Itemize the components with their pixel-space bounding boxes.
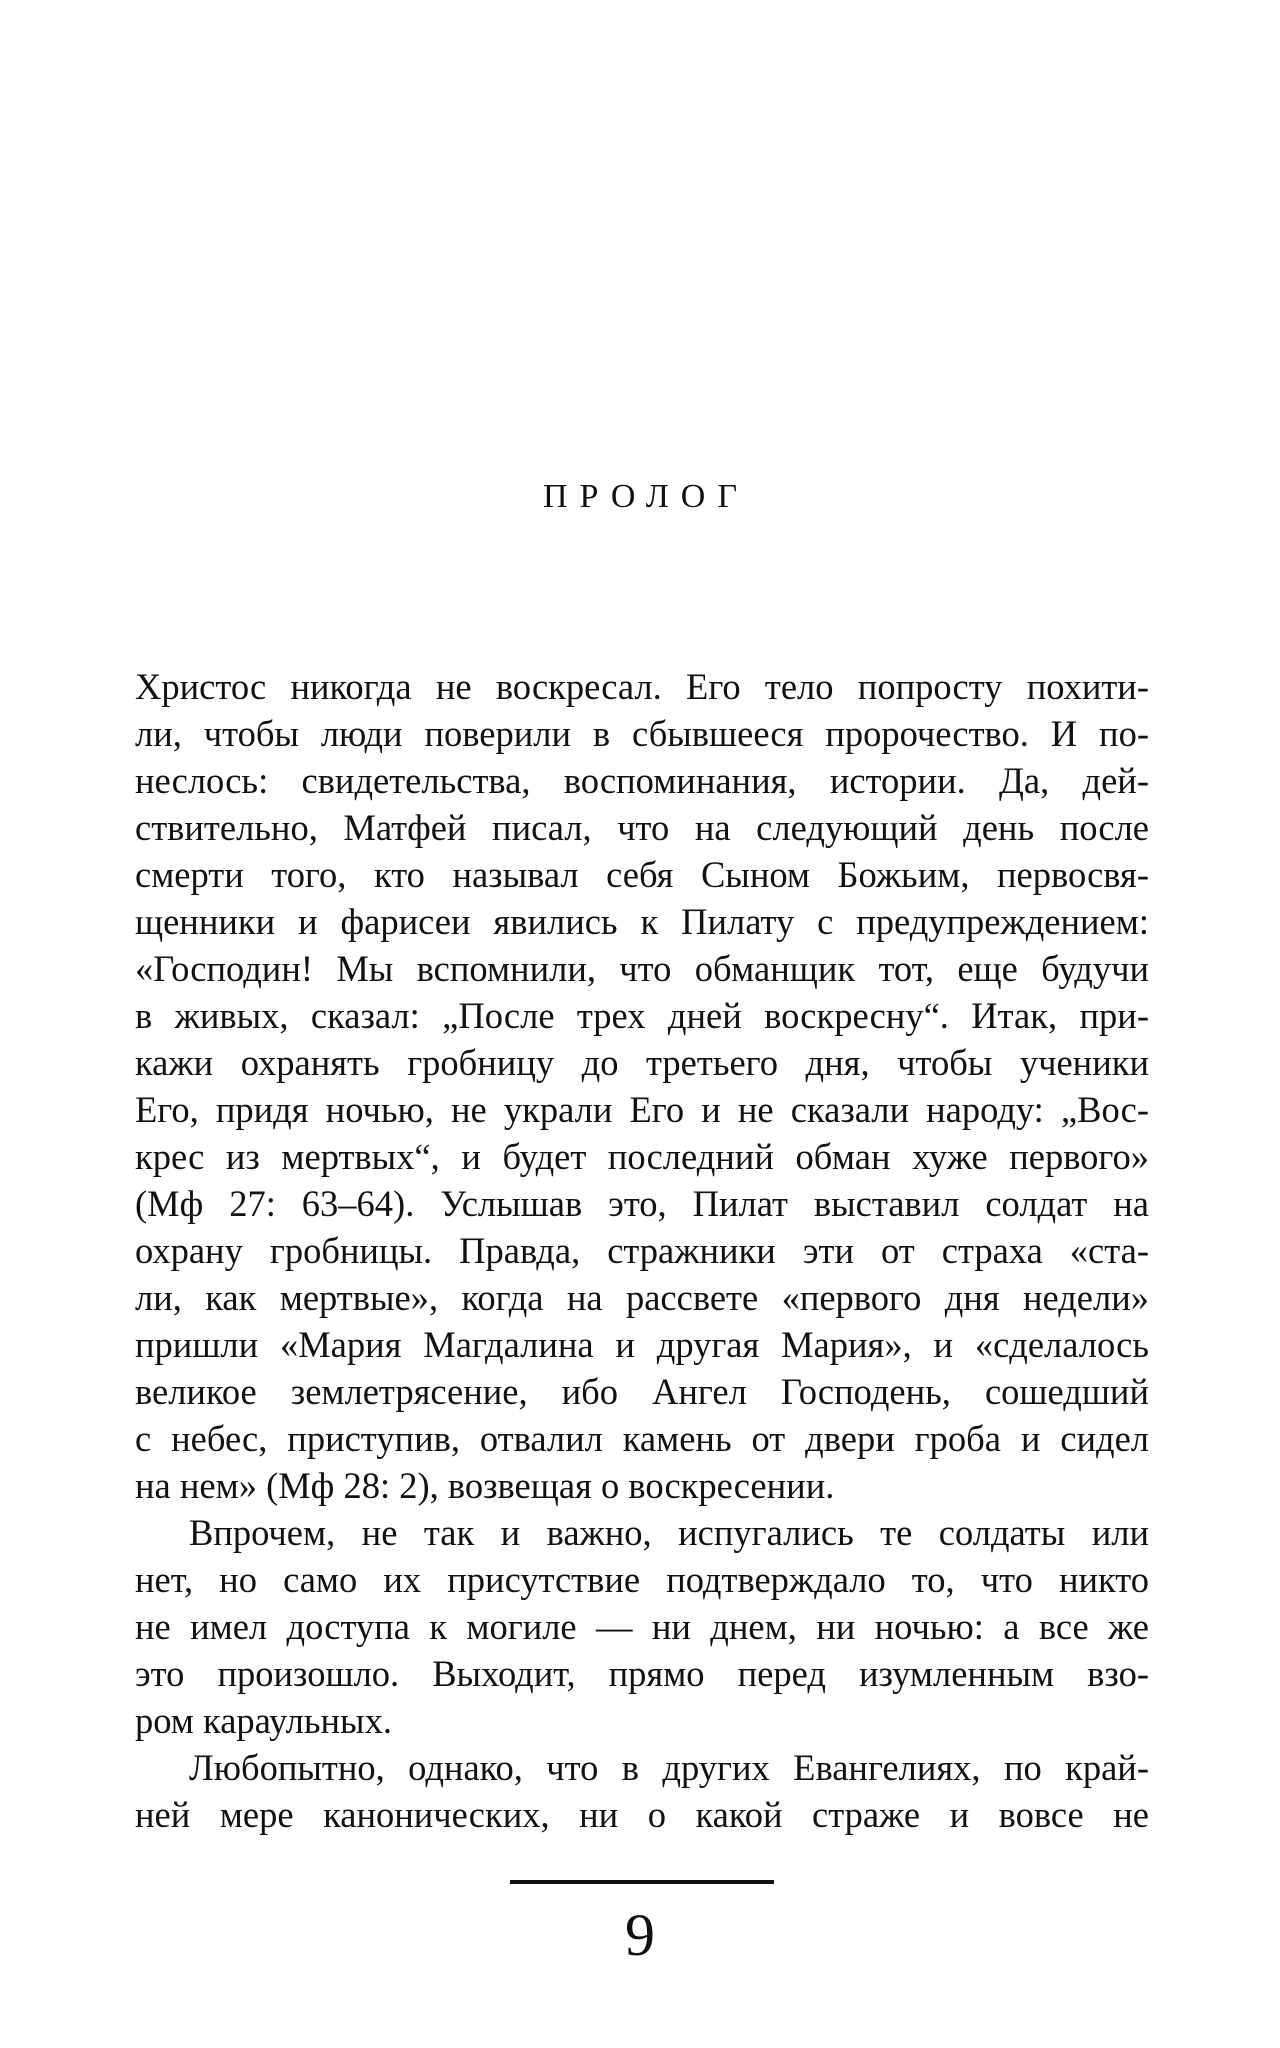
page-number: 9	[625, 1902, 655, 1968]
text-line: щенники и фарисеи явились к Пилату с предупреждением:	[135, 901, 1149, 942]
text-line: крес из мертвых“, и будет последний обман хуже первого»	[135, 1136, 1149, 1177]
text-line: смерти того, кто называл себя Сыном Божьим, первосвя-	[135, 854, 1149, 895]
text-line: охрану гробницы. Правда, стражники эти от страха «ста-	[135, 1230, 1149, 1271]
text-line: нет, но само их присутствие подтверждало то, что никто	[135, 1559, 1149, 1600]
text-line: ней мере канонических, ни о какой страже и вовсе не	[135, 1794, 1149, 1835]
text-line: пришли «Мария Магдалина и другая Мария», и «сделалось	[135, 1324, 1149, 1365]
text-line: «Господин! Мы вспомнили, что обманщик тот, еще будучи	[135, 948, 1149, 989]
text-line: не имел доступа к могиле — ни днем, ни ночью: а все же	[135, 1606, 1149, 1647]
text-line: Любопытно, однако, что в других Евангелиях, по край-	[189, 1747, 1149, 1788]
text-line: ствительно, Матфей писал, что на следующий день после	[135, 807, 1149, 848]
chapter-title: ПРОЛОГ	[542, 478, 749, 515]
text-line: с небес, приступив, отвалил камень от двери гроба и сидел	[135, 1418, 1149, 1459]
text-line: это произошло. Выходит, прямо перед изумленным взо-	[135, 1653, 1149, 1694]
text-line: великое землетрясение, ибо Ангел Господень, сошедший	[135, 1371, 1149, 1412]
text-line: Впрочем, не так и важно, испугались те солдаты или	[189, 1512, 1149, 1553]
text-line: Христос никогда не воскресал. Его тело попросту похити-	[135, 666, 1149, 707]
text-line: ли, как мертвые», когда на рассвете «первого дня недели»	[135, 1277, 1149, 1318]
text-line: ром караульных.	[135, 1700, 392, 1741]
body-text	[135, 663, 1149, 1838]
text-line: (Мф 27: 63–64). Услышав это, Пилат выставил солдат на	[135, 1183, 1149, 1224]
text-line: в живых, сказал: „После трех дней воскресну“. Итак, при-	[135, 995, 1149, 1036]
text-line: неслось: свидетельства, воспоминания, истории. Да, дей-	[135, 760, 1149, 801]
text-line: ли, чтобы люди поверили в сбывшееся пророчество. И по-	[135, 713, 1149, 754]
footer-rule	[510, 1880, 774, 1884]
text-line: Его, придя ночью, не украли Его и не сказали народу: „Вос-	[135, 1089, 1149, 1130]
text-line: кажи охранять гробницу до третьего дня, чтобы ученики	[135, 1042, 1149, 1083]
text-line: на нем» (Мф 28: 2), возвещая о воскресении.	[135, 1465, 835, 1506]
